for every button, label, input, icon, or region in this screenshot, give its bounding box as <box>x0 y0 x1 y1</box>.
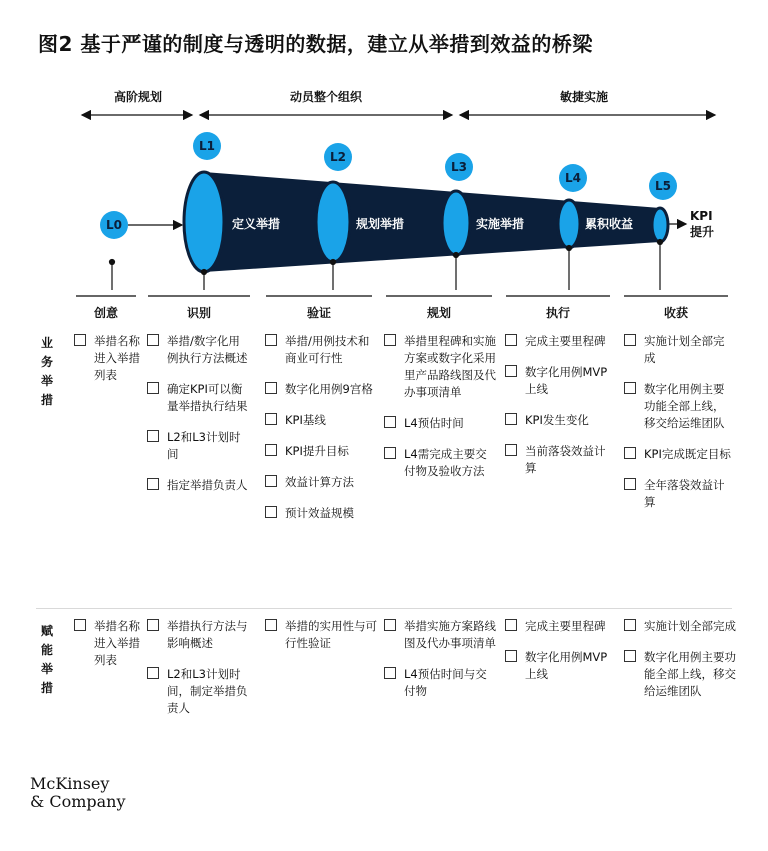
row-label-business: 业务举措 <box>40 336 53 407</box>
checkbox[interactable] <box>147 667 159 679</box>
checklist-item[interactable]: L4需完成主要交付物及验收方法 <box>384 446 496 480</box>
end-label-line2: 提升 <box>690 225 715 239</box>
logo-line1: McKinsey <box>30 774 110 793</box>
checklist-item[interactable]: 预计效益规模 <box>265 505 375 522</box>
checklist-item[interactable]: L4预估时间与交付物 <box>384 666 496 700</box>
checklist-item[interactable]: 当前落袋效益计算 <box>505 443 611 477</box>
checkbox[interactable] <box>147 382 159 394</box>
funnel-ring-l2 <box>316 182 350 262</box>
checkbox[interactable] <box>147 478 159 490</box>
business-col-validate <box>265 333 375 536</box>
checkbox[interactable] <box>505 365 517 377</box>
mckinsey-logo <box>30 775 126 811</box>
checklist-item[interactable]: KPI完成既定目标 <box>624 446 734 463</box>
checkbox[interactable] <box>265 382 277 394</box>
checklist-item[interactable]: 效益计算方法 <box>265 474 375 491</box>
business-col-identify <box>147 333 251 508</box>
checkbox[interactable] <box>265 475 277 487</box>
checklist-item[interactable]: 举措/用例技术和商业可行性 <box>265 333 375 367</box>
funnel-label-implement: 实施举措 <box>476 217 525 231</box>
stage-header-execute: 执行 <box>545 306 570 320</box>
checklist-item[interactable]: 举措的实用性与可行性验证 <box>265 618 377 652</box>
checklist-item[interactable]: 完成主要里程碑 <box>505 618 611 635</box>
level-label-l3: L3 <box>451 160 467 174</box>
funnel-ring-l4 <box>558 200 580 248</box>
funnel-ring-l5 <box>652 208 668 242</box>
funnel-label-define: 定义举措 <box>232 217 281 231</box>
checklist-item[interactable]: 确定KPI可以衡量举措执行结果 <box>147 381 251 415</box>
checkbox[interactable] <box>265 506 277 518</box>
checklist-item[interactable]: 数字化用例主要功能全部上线，移交给运维团队 <box>624 649 736 700</box>
checklist-item[interactable]: KPI基线 <box>265 412 375 429</box>
checkbox[interactable] <box>384 619 396 631</box>
checkbox[interactable] <box>624 619 636 631</box>
enabling-col-validate <box>265 618 377 666</box>
checkbox[interactable] <box>147 619 159 631</box>
end-label-line1: KPI <box>690 209 713 223</box>
checklist-item[interactable]: L4预估时间 <box>384 415 496 432</box>
checklist-item[interactable]: 实施计划全部完成 <box>624 333 734 367</box>
level-label-l5: L5 <box>655 179 671 193</box>
checkbox[interactable] <box>147 430 159 442</box>
level-label-l1: L1 <box>199 139 215 153</box>
phase-label-mobilize: 动员整个组织 <box>289 90 362 104</box>
checkbox[interactable] <box>74 334 86 346</box>
row-separator <box>36 608 732 609</box>
checkbox[interactable] <box>74 619 86 631</box>
checklist-item[interactable]: 举措执行方法与影响概述 <box>147 618 251 652</box>
checkbox[interactable] <box>384 334 396 346</box>
page-title: 图2 基于严谨的制度与透明的数据，建立从举措到效益的桥梁 <box>38 32 593 56</box>
checkbox[interactable] <box>384 447 396 459</box>
checklist-item[interactable]: 举措/数字化用例执行方法概述 <box>147 333 251 367</box>
checklist-item[interactable]: 实施计划全部完成 <box>624 618 736 635</box>
checklist-item[interactable]: 数字化用例MVP上线 <box>505 649 611 683</box>
enabling-col-harvest <box>624 618 736 714</box>
checkbox[interactable] <box>624 478 636 490</box>
checkbox[interactable] <box>505 444 517 456</box>
checkbox[interactable] <box>624 382 636 394</box>
business-col-harvest <box>624 333 734 525</box>
phase-label-high-level: 高阶规划 <box>113 90 162 104</box>
funnel-diagram <box>0 0 768 300</box>
phase-label-agile: 敏捷实施 <box>559 90 608 104</box>
checklist-item[interactable]: 数字化用例9宫格 <box>265 381 375 398</box>
checklist-item[interactable]: L2和L3计划时间 <box>147 429 251 463</box>
checkbox[interactable] <box>265 413 277 425</box>
checklist-item[interactable]: 数字化用例主要功能全部上线，移交给运维团队 <box>624 381 734 432</box>
checkbox[interactable] <box>505 650 517 662</box>
checkbox[interactable] <box>147 334 159 346</box>
checkbox[interactable] <box>384 416 396 428</box>
checklist-item[interactable]: L2和L3计划时间，制定举措负责人 <box>147 666 251 717</box>
business-col-plan <box>384 333 496 494</box>
level-label-l2: L2 <box>330 150 346 164</box>
stage-header-identify: 识别 <box>186 306 211 320</box>
enabling-col-plan <box>384 618 496 714</box>
checkbox[interactable] <box>624 447 636 459</box>
checkbox[interactable] <box>505 413 517 425</box>
checkbox[interactable] <box>505 334 517 346</box>
checklist-item[interactable]: KPI发生变化 <box>505 412 611 429</box>
checklist-item[interactable]: KPI提升目标 <box>265 443 375 460</box>
checkbox[interactable] <box>265 619 277 631</box>
logo-line2: & Company <box>30 792 126 811</box>
end-label <box>690 208 714 240</box>
checklist-item[interactable]: 全年落袋效益计算 <box>624 477 734 511</box>
checkbox[interactable] <box>624 334 636 346</box>
enabling-col-idea <box>74 618 140 683</box>
funnel-label-plan: 规划举措 <box>356 217 405 231</box>
stage-header-harvest: 收获 <box>663 306 688 320</box>
level-label-l4: L4 <box>565 171 581 185</box>
business-col-idea <box>74 333 140 398</box>
funnel-label-accumulate: 累积收益 <box>585 217 634 231</box>
funnel-ring-l1 <box>184 172 224 272</box>
enabling-col-identify <box>147 618 251 731</box>
checkbox[interactable] <box>265 334 277 346</box>
checklist-item[interactable]: 举措名称进入举措列表 <box>74 618 140 669</box>
checkbox[interactable] <box>505 619 517 631</box>
stage-header-validate: 验证 <box>306 306 331 320</box>
checkbox[interactable] <box>384 667 396 679</box>
funnel-ring-l3 <box>442 191 470 255</box>
business-col-execute <box>505 333 611 491</box>
row-label-enabling: 赋能举措 <box>40 624 53 695</box>
stage-header-idea: 创意 <box>93 306 118 320</box>
checklist-item[interactable]: 指定举措负责人 <box>147 477 251 494</box>
checklist-item[interactable]: 举措实施方案路线图及代办事项清单 <box>384 618 496 652</box>
enabling-col-execute <box>505 618 611 697</box>
checklist-item[interactable]: 完成主要里程碑 <box>505 333 611 350</box>
level-label-l0: L0 <box>106 218 122 232</box>
checkbox[interactable] <box>624 650 636 662</box>
checklist-item[interactable]: 举措名称进入举措列表 <box>74 333 140 384</box>
checklist-item[interactable]: 数字化用例MVP上线 <box>505 364 611 398</box>
checklist-item[interactable]: 举措里程碑和实施方案或数字化采用里产品路线图及代办事项清单 <box>384 333 496 401</box>
stage-header-plan: 规划 <box>426 306 451 320</box>
checkbox[interactable] <box>265 444 277 456</box>
